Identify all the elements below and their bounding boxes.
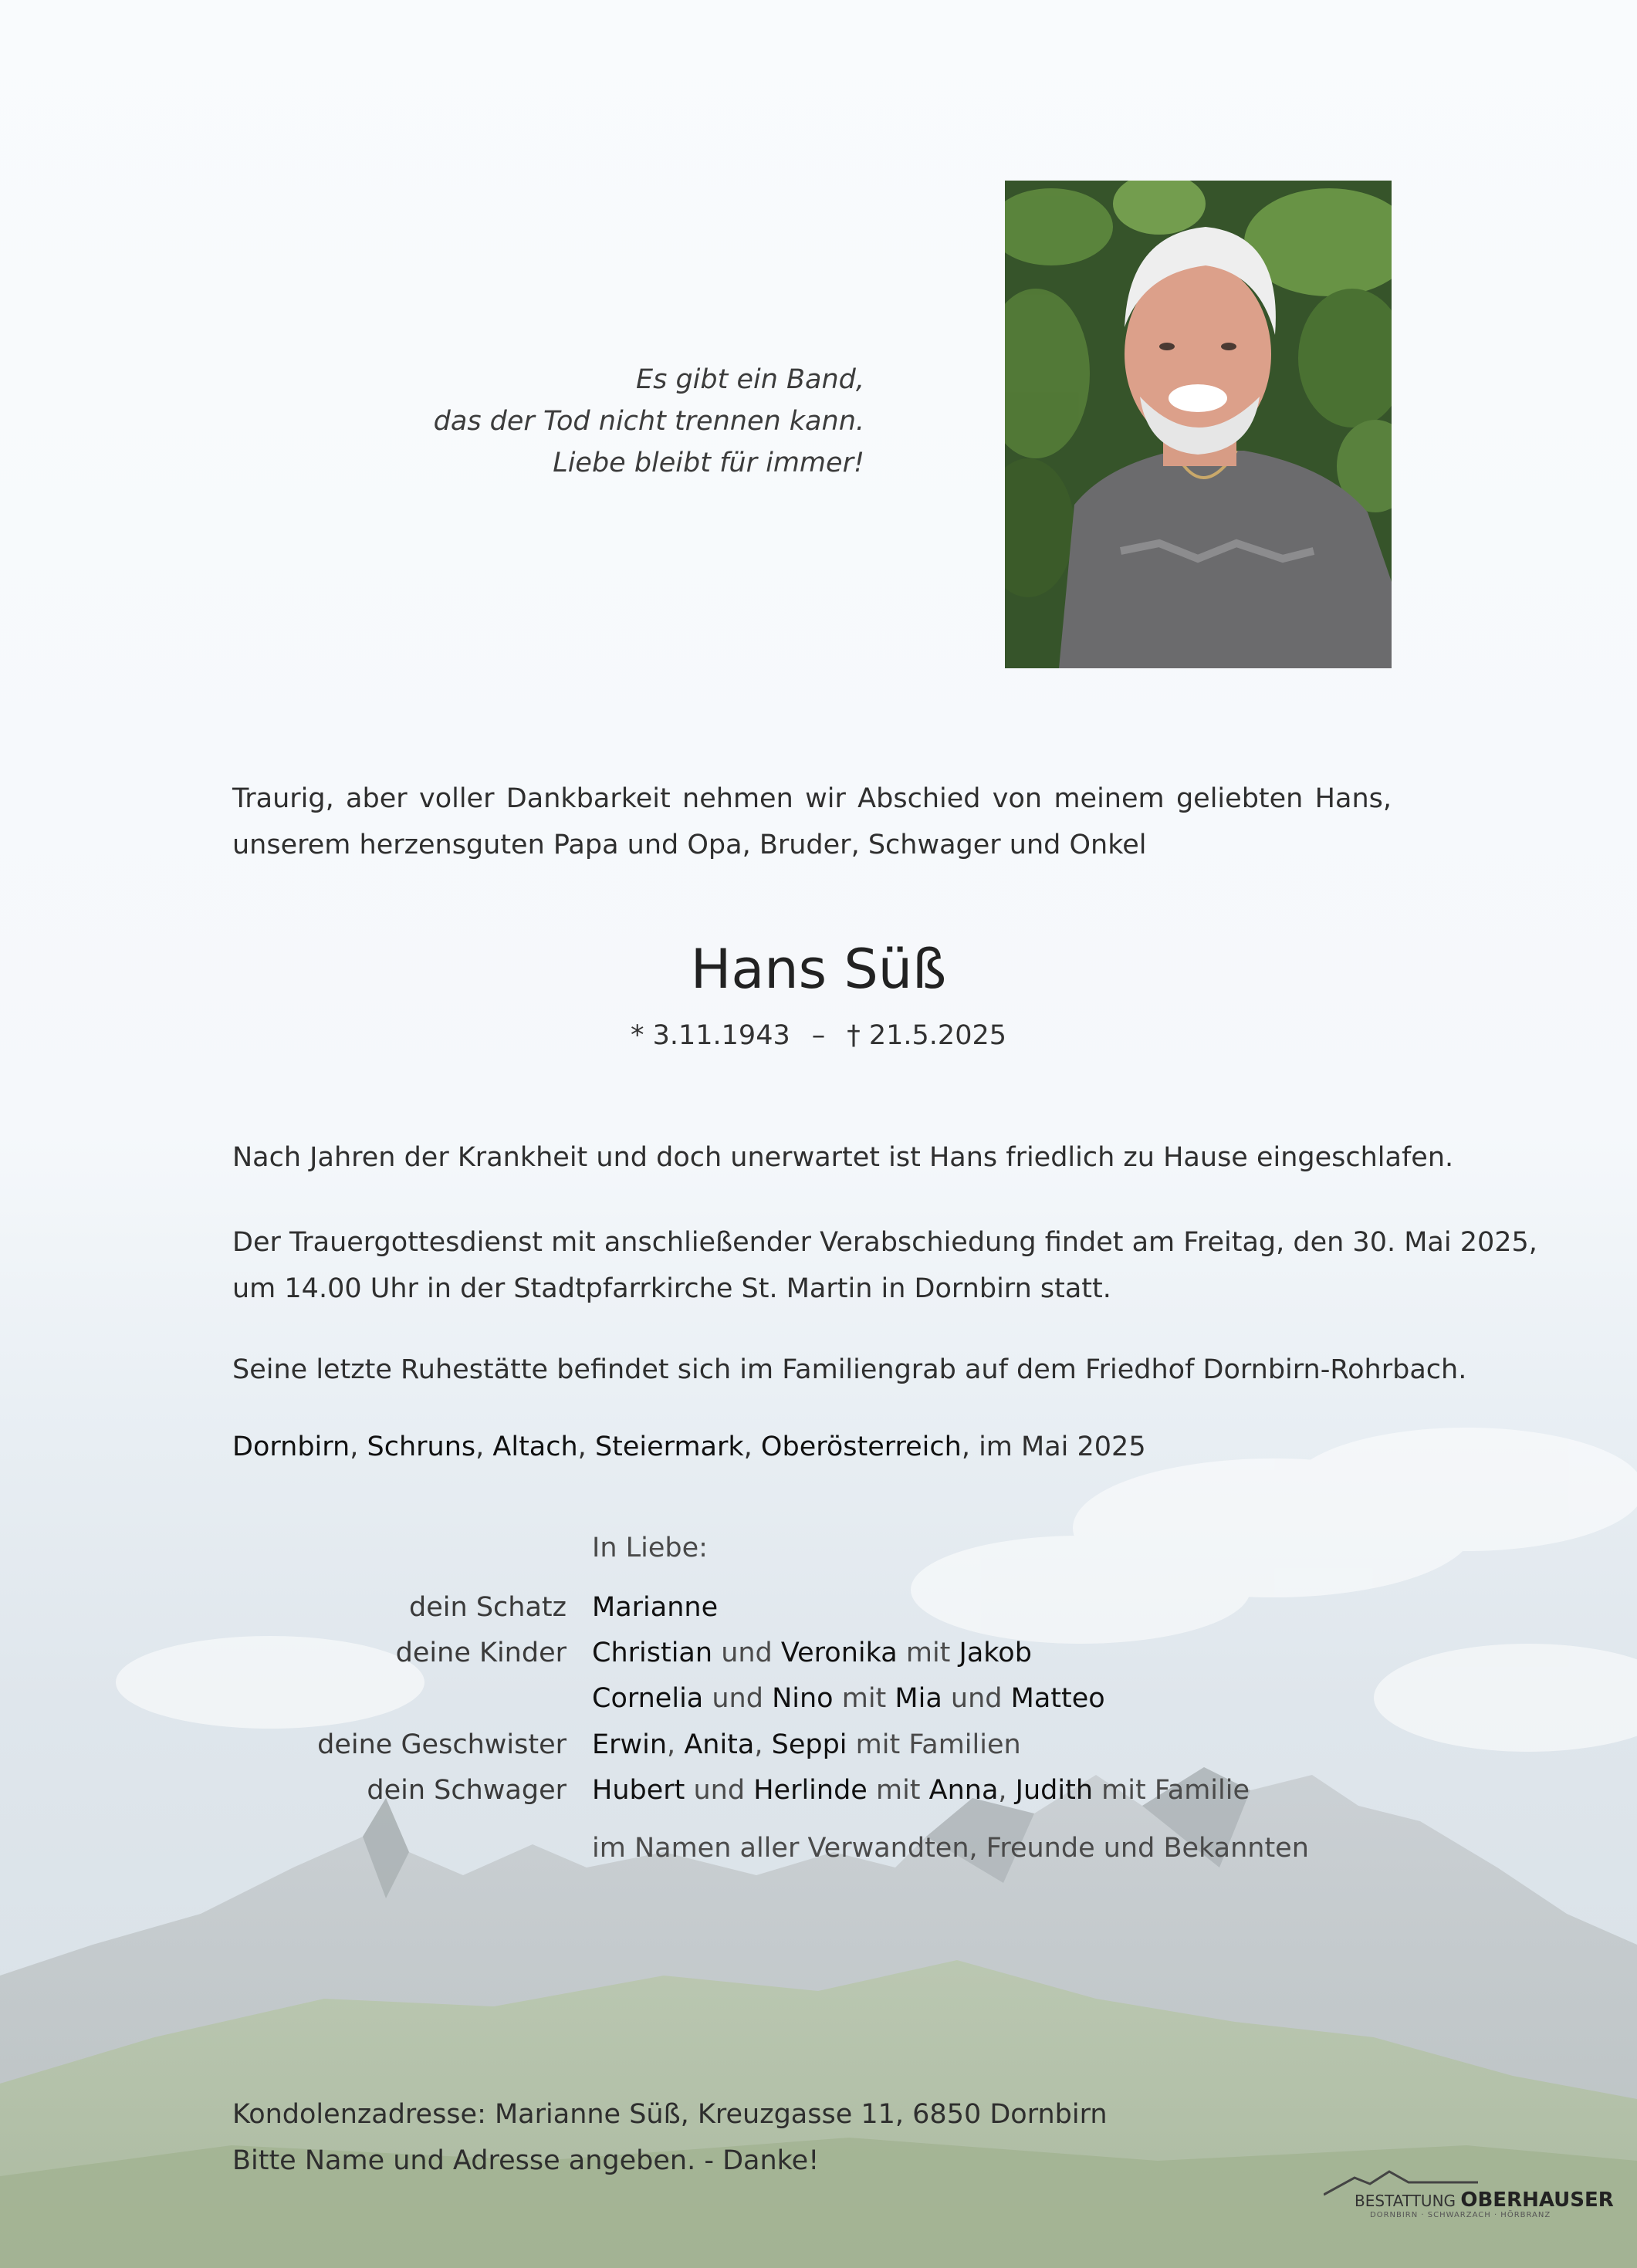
paragraph-line: um 14.00 Uhr in der Stadtpfarrkirche St. Martin in Dornbirn statt. xyxy=(232,1273,1111,1304)
memorial-quote xyxy=(386,359,864,484)
family-member: Judith xyxy=(1015,1775,1094,1806)
family-member: Hubert xyxy=(592,1775,685,1806)
logo-prefix: BESTATTUNG xyxy=(1355,2192,1456,2210)
family-closing: im Namen aller Verwandten, Freunde und Bekannten xyxy=(592,1833,1309,1864)
quote-line: das der Tod nicht trennen kann. xyxy=(433,406,864,437)
family-names xyxy=(592,1722,1021,1768)
paragraph-passing: Nach Jahren der Krankheit und doch unerwartet ist Hans friedlich zu Hause eingeschlafen. xyxy=(232,1142,1454,1173)
connector: und xyxy=(703,1683,773,1714)
family-role: dein Schwager xyxy=(367,1775,567,1806)
family-member: Jakob xyxy=(959,1638,1032,1668)
logo-name: OBERHAUSER xyxy=(1460,2189,1614,2212)
family-names xyxy=(592,1584,718,1631)
family-member: Seppi xyxy=(771,1729,847,1760)
condolence-line: Bitte Name und Adresse angeben. - Danke! xyxy=(232,2145,820,2176)
connector: mit xyxy=(833,1683,895,1714)
place: Schruns xyxy=(367,1431,476,1462)
family-names xyxy=(592,1630,1032,1676)
separator: , xyxy=(743,1431,761,1462)
family-role: dein Schatz xyxy=(409,1592,567,1623)
family-member: Mia xyxy=(895,1683,942,1714)
place: Steiermark xyxy=(594,1431,744,1462)
portrait-photo xyxy=(1005,181,1392,668)
connector: und xyxy=(942,1683,1011,1714)
family-member: Christian xyxy=(592,1638,713,1668)
connector: , xyxy=(754,1729,772,1760)
life-dates xyxy=(0,1020,1637,1051)
connector: und xyxy=(685,1775,754,1806)
connector: , xyxy=(667,1729,685,1760)
connector: und xyxy=(712,1638,781,1668)
connector: mit xyxy=(867,1775,929,1806)
deceased-name: Hans Süß xyxy=(690,938,947,1001)
family-names xyxy=(592,1675,1105,1722)
family-role: deine Geschwister xyxy=(317,1729,567,1760)
family-member: Anna xyxy=(928,1775,999,1806)
family-member: Nino xyxy=(772,1683,834,1714)
family-member: Veronika xyxy=(780,1638,898,1668)
separator: , xyxy=(475,1431,493,1462)
connector: mit Familien xyxy=(847,1729,1021,1760)
family-member: Cornelia xyxy=(592,1683,704,1714)
places-line xyxy=(232,1431,1146,1462)
intro-text: Traurig, aber voller Dankbarkeit nehmen wir Abschied von meinem geliebten Hans, unserem herzensguten Papa und Opa, Bruder, Schwager und Onkel xyxy=(232,783,1392,860)
family-row-siblings xyxy=(0,1722,1637,1768)
family-heading: In Liebe: xyxy=(592,1533,708,1563)
family-member: Matteo xyxy=(1010,1683,1105,1714)
condolence-line: Kondolenzadresse: Marianne Süß, Kreuzgasse 11, 6850 Dornbirn xyxy=(232,2099,1108,2130)
family-row-inlaw xyxy=(0,1767,1637,1813)
separator: , xyxy=(577,1431,595,1462)
family-row-spouse xyxy=(0,1584,1637,1631)
funeral-home-logo xyxy=(1324,2168,1614,2222)
family-row-closing xyxy=(0,1825,1637,1871)
family-member: Marianne xyxy=(592,1592,719,1623)
places-date: , im Mai 2025 xyxy=(961,1431,1146,1462)
family-member: Herlinde xyxy=(753,1775,868,1806)
connector: mit Familie xyxy=(1093,1775,1250,1806)
birth-date: * 3.11.1943 xyxy=(630,1020,790,1051)
place: Oberösterreich xyxy=(760,1431,962,1462)
family-row-children xyxy=(0,1630,1637,1676)
logo-locations: DORNBIRN · SCHWARZACH · HÖRBRANZ xyxy=(1370,2211,1551,2219)
condolence-address xyxy=(232,2091,1108,2184)
place: Altach xyxy=(492,1431,578,1462)
family-member: Anita xyxy=(684,1729,755,1760)
family-row-children-2 xyxy=(0,1675,1637,1722)
separator: , xyxy=(350,1431,367,1462)
date-separator: – xyxy=(811,1020,826,1051)
death-date: † 21.5.2025 xyxy=(847,1020,1007,1051)
quote-line: Es gibt ein Band, xyxy=(635,364,864,395)
family-names xyxy=(592,1767,1250,1813)
connector: , xyxy=(998,1775,1016,1806)
place: Dornbirn xyxy=(232,1431,350,1462)
connector: mit xyxy=(897,1638,959,1668)
paragraph-service xyxy=(232,1219,1537,1312)
paragraph-burial: Seine letzte Ruhestätte befindet sich im Familiengrab auf dem Friedhof Dornbirn-Rohrbach. xyxy=(232,1354,1467,1385)
paragraph-line: Der Trauergottesdienst mit anschließender Verabschiedung findet am Freitag, den 30. Mai 2025, xyxy=(232,1227,1537,1258)
family-member: Erwin xyxy=(592,1729,668,1760)
quote-line: Liebe bleibt für immer! xyxy=(553,448,864,478)
family-role: deine Kinder xyxy=(395,1638,567,1668)
logo-text xyxy=(1355,2189,1614,2212)
